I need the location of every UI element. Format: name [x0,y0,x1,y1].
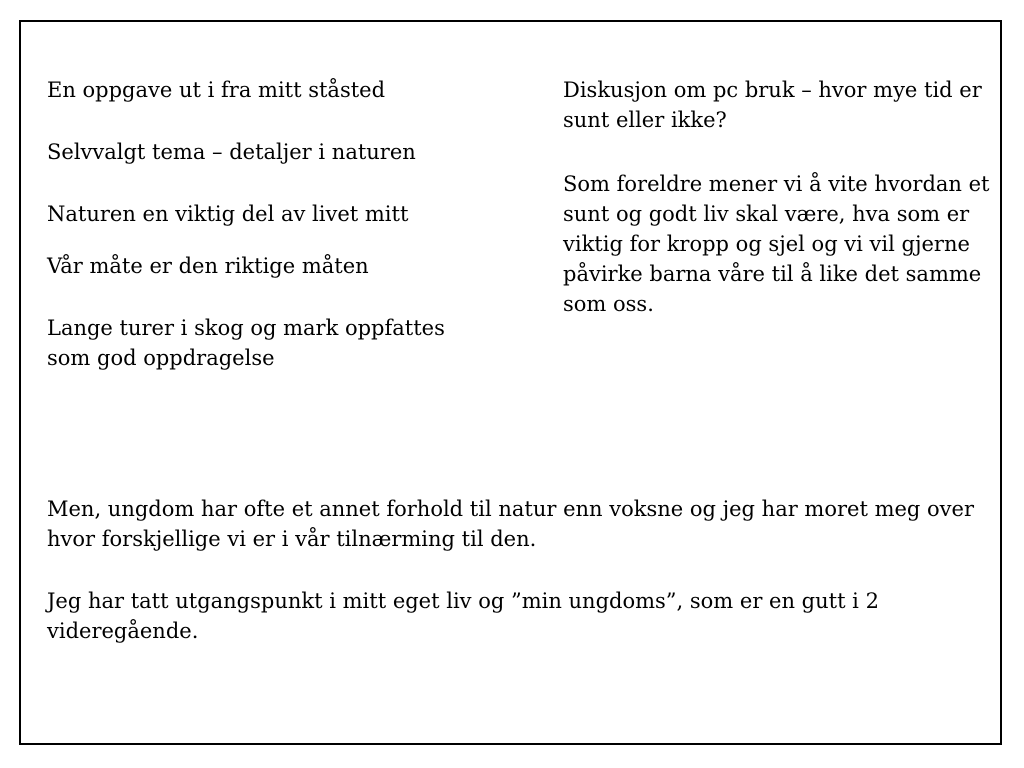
right-item-2: Som foreldre mener vi å vite hvordan et sunt og godt liv skal være, hva som er viktig for kropp og sjel og vi vil gjerne påvirke barna våre til å like det samme som oss. [563,172,990,316]
left-item-3: Naturen en viktig del av livet mitt [47,202,409,226]
bottom-section [47,494,992,678]
right-item-1: Diskusjon om pc bruk – hvor mye tid er sunt eller ikke? [563,78,982,132]
left-item-2: Selvvalgt tema – detaljer i naturen [47,140,416,164]
bottom-paragraph-1: Men, ungdom har ofte et annet forhold til natur enn voksne og jeg har moret meg over hvor forskjellige vi er i vår tilnærming til den. [47,497,975,551]
left-column [47,75,467,373]
left-item-4: Vår måte er den riktige måten [47,254,369,278]
bottom-paragraph-2: Jeg har tatt utgangspunkt i mitt eget liv og ”min ungdoms”, som er en gutt i 2 videregående. [47,589,879,643]
right-column [563,75,993,353]
left-item-1: En oppgave ut i fra mitt ståsted [47,78,386,102]
left-item-5: Lange turer i skog og mark oppfattes som god oppdragelse [47,316,445,370]
